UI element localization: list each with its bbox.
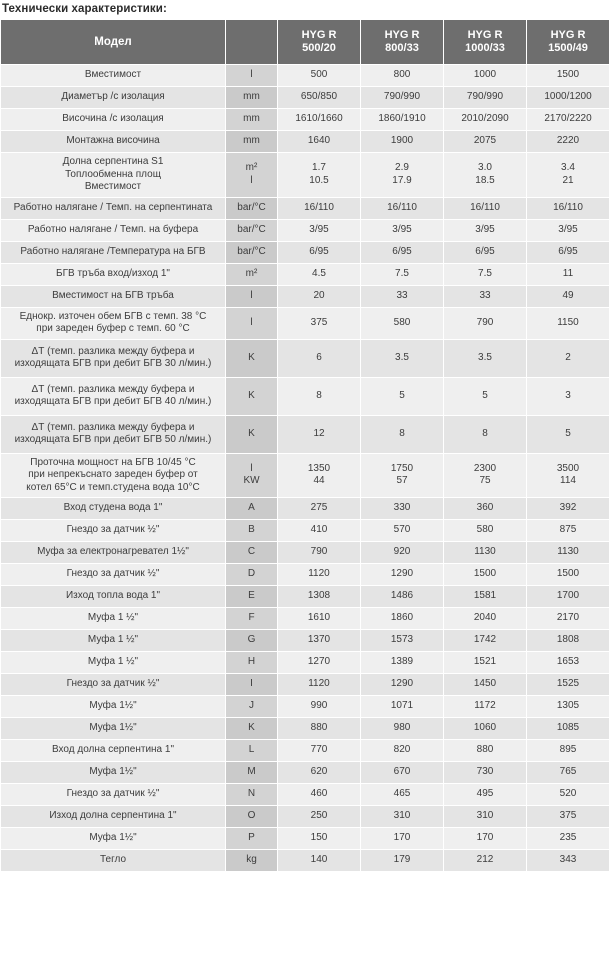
row-value-4: 2 [527,339,609,377]
row-value-4: 6/95 [527,241,609,263]
row-value-2: 1573 [361,630,444,652]
row-label: Вместимост на БГВ тръба [1,285,226,307]
table-row [1,850,609,872]
row-value-2: 800 [361,65,444,87]
row-value-4: 520 [527,784,609,806]
table-row [1,806,609,828]
row-value-4: 5 [527,415,609,453]
row-unit: l [226,285,278,307]
row-value-3: 2010/2090 [444,109,527,131]
table-row [1,674,609,696]
row-unit: mm [226,109,278,131]
table-row [1,564,609,586]
row-unit: K [226,415,278,453]
row-value-2: 920 [361,542,444,564]
table-row [1,630,609,652]
row-label: Височина /с изолация [1,109,226,131]
row-value-2: 1290 [361,564,444,586]
row-value-2: 670 [361,762,444,784]
row-value-1: 275 [278,498,361,520]
row-value-1: 410 [278,520,361,542]
row-value-1: 650/850 [278,87,361,109]
row-value-2: 8 [361,415,444,453]
table-row [1,65,609,87]
row-value-4: 2220 [527,131,609,153]
table-row [1,453,609,498]
row-value-1: 790 [278,542,361,564]
row-value-4: 1525 [527,674,609,696]
row-label: БГВ тръба вход/изход 1" [1,263,226,285]
row-value-4: 2170 [527,608,609,630]
row-value-1: 250 [278,806,361,828]
row-label: Изход топла вода 1" [1,586,226,608]
table-row [1,542,609,564]
row-value-4: 49 [527,285,609,307]
row-value-1: 20 [278,285,361,307]
row-unit: m² [226,263,278,285]
row-value-1: 1370 [278,630,361,652]
row-value-4: 3.4 21 [527,153,609,198]
row-value-4: 1500 [527,564,609,586]
row-value-4: 895 [527,740,609,762]
row-unit: bar/°C [226,197,278,219]
table-row [1,131,609,153]
row-unit: l KW [226,453,278,498]
row-value-4: 1653 [527,652,609,674]
row-value-1: 1308 [278,586,361,608]
row-value-1: 1350 44 [278,453,361,498]
row-unit: m² l [226,153,278,198]
row-value-2: 6/95 [361,241,444,263]
row-value-2: 580 [361,307,444,339]
row-unit: M [226,762,278,784]
table-row [1,241,609,263]
row-value-4: 1150 [527,307,609,339]
row-label: Изход долна серпентина 1" [1,806,226,828]
row-value-4: 1305 [527,696,609,718]
row-label: Муфа за електронагревател 1½" [1,542,226,564]
table-row [1,498,609,520]
row-value-4: 875 [527,520,609,542]
row-value-3: 730 [444,762,527,784]
row-unit: G [226,630,278,652]
row-label: Муфа 1½" [1,762,226,784]
row-value-2: 1486 [361,586,444,608]
row-value-4: 765 [527,762,609,784]
row-value-3: 790 [444,307,527,339]
table-header [1,20,609,65]
row-value-3: 1581 [444,586,527,608]
row-unit: J [226,696,278,718]
row-value-3: 170 [444,828,527,850]
row-value-4: 1500 [527,65,609,87]
row-value-2: 330 [361,498,444,520]
row-value-1: 1120 [278,674,361,696]
row-value-1: 620 [278,762,361,784]
row-value-1: 1610 [278,608,361,630]
row-value-2: 790/990 [361,87,444,109]
row-value-3: 1450 [444,674,527,696]
row-value-3: 1060 [444,718,527,740]
row-unit: K [226,339,278,377]
row-unit: C [226,542,278,564]
table-row [1,339,609,377]
row-value-4: 1085 [527,718,609,740]
row-value-4: 1808 [527,630,609,652]
row-label: Муфа 1 ½" [1,608,226,630]
table-row [1,87,609,109]
header-model-3: HYG R 1000/33 [444,20,527,65]
row-value-3: 2300 75 [444,453,527,498]
row-unit: F [226,608,278,630]
row-unit: O [226,806,278,828]
row-value-2: 3/95 [361,219,444,241]
row-value-2: 1290 [361,674,444,696]
row-value-1: 150 [278,828,361,850]
row-unit: L [226,740,278,762]
row-label: Гнездо за датчик ½" [1,520,226,542]
row-value-3: 1130 [444,542,527,564]
row-unit: N [226,784,278,806]
row-value-1: 1120 [278,564,361,586]
row-value-3: 1742 [444,630,527,652]
row-value-2: 16/110 [361,197,444,219]
row-label: Вместимост [1,65,226,87]
row-value-3: 1000 [444,65,527,87]
row-value-3: 6/95 [444,241,527,263]
row-value-1: 16/110 [278,197,361,219]
row-unit: I [226,674,278,696]
header-unit [226,20,278,65]
row-value-3: 580 [444,520,527,542]
row-label: Муфа 1 ½" [1,652,226,674]
table-row [1,696,609,718]
row-value-2: 170 [361,828,444,850]
table-header-row [1,20,609,65]
row-value-3: 212 [444,850,527,872]
row-value-1: 500 [278,65,361,87]
table-row [1,197,609,219]
row-value-2: 1900 [361,131,444,153]
row-value-3: 16/110 [444,197,527,219]
row-value-4: 3 [527,377,609,415]
row-unit: l [226,307,278,339]
row-value-2: 5 [361,377,444,415]
row-value-3: 1521 [444,652,527,674]
row-label: Работно налягане /Температура на БГВ [1,241,226,263]
row-value-2: 3.5 [361,339,444,377]
row-unit: K [226,718,278,740]
row-value-1: 6 [278,339,361,377]
row-unit: E [226,586,278,608]
row-value-4: 11 [527,263,609,285]
row-value-1: 990 [278,696,361,718]
row-unit: bar/°C [226,241,278,263]
row-label: Гнездо за датчик ½" [1,674,226,696]
row-unit: mm [226,87,278,109]
row-value-3: 33 [444,285,527,307]
row-value-4: 1000/1200 [527,87,609,109]
table-row [1,608,609,630]
row-value-3: 5 [444,377,527,415]
row-unit: bar/°C [226,219,278,241]
row-label: Вход долна серпентина 1" [1,740,226,762]
row-value-2: 1860 [361,608,444,630]
row-value-3: 360 [444,498,527,520]
row-value-4: 1700 [527,586,609,608]
row-label: Монтажна височина [1,131,226,153]
row-value-4: 235 [527,828,609,850]
row-value-4: 2170/2220 [527,109,609,131]
row-value-3: 495 [444,784,527,806]
row-value-1: 1610/1660 [278,109,361,131]
row-unit: K [226,377,278,415]
row-value-2: 1750 57 [361,453,444,498]
row-value-1: 460 [278,784,361,806]
row-unit: l [226,65,278,87]
row-value-1: 8 [278,377,361,415]
table-row [1,307,609,339]
row-value-2: 980 [361,718,444,740]
row-label: Проточна мощност на БГВ 10/45 °С при непрекъснато зареден буфер от котел 65°С и темп.студена вода 10°С [1,453,226,498]
row-value-1: 6/95 [278,241,361,263]
row-value-1: 770 [278,740,361,762]
table-row [1,153,609,198]
row-label: Долна серпентина S1 Топлообменна площ Вместимост [1,153,226,198]
specifications-table [0,19,609,872]
table-row [1,520,609,542]
row-label: Работно налягане / Темп. на серпентината [1,197,226,219]
row-value-3: 3.0 18.5 [444,153,527,198]
row-label: ΔТ (темп. разлика между буфера и изходящата БГВ при дебит БГВ 50 л/мин.) [1,415,226,453]
row-value-3: 880 [444,740,527,762]
row-unit: mm [226,131,278,153]
row-value-3: 3/95 [444,219,527,241]
row-value-4: 3500 114 [527,453,609,498]
row-value-2: 2.9 17.9 [361,153,444,198]
row-label: Вход студена вода 1" [1,498,226,520]
row-value-2: 570 [361,520,444,542]
row-value-4: 3/95 [527,219,609,241]
row-unit: D [226,564,278,586]
table-row [1,263,609,285]
table-row [1,285,609,307]
row-value-3: 2075 [444,131,527,153]
row-value-2: 465 [361,784,444,806]
table-body [1,65,609,872]
row-value-4: 392 [527,498,609,520]
header-model-1: HYG R 500/20 [278,20,361,65]
row-label: Муфа 1½" [1,696,226,718]
row-value-2: 310 [361,806,444,828]
table-row [1,784,609,806]
row-value-1: 12 [278,415,361,453]
header-model-2: HYG R 800/33 [361,20,444,65]
row-value-1: 1640 [278,131,361,153]
row-unit: B [226,520,278,542]
header-model-4: HYG R 1500/49 [527,20,609,65]
row-value-3: 3.5 [444,339,527,377]
row-label: ΔТ (темп. разлика между буфера и изходящата БГВ при дебит БГВ 30 л/мин.) [1,339,226,377]
header-model-label: Модел [1,20,226,65]
row-label: Диаметър /с изолация [1,87,226,109]
row-label: Муфа 1½" [1,718,226,740]
row-value-3: 1500 [444,564,527,586]
page-title: Технически характеристики: [2,3,167,15]
row-value-3: 310 [444,806,527,828]
row-value-2: 1860/1910 [361,109,444,131]
row-value-1: 880 [278,718,361,740]
table-row [1,718,609,740]
row-value-1: 375 [278,307,361,339]
row-label: Муфа 1 ½" [1,630,226,652]
row-value-3: 7.5 [444,263,527,285]
table-row [1,762,609,784]
table-row [1,740,609,762]
row-value-3: 2040 [444,608,527,630]
row-value-1: 3/95 [278,219,361,241]
row-label: Работно налягане / Темп. на буфера [1,219,226,241]
row-value-3: 1172 [444,696,527,718]
row-value-1: 1270 [278,652,361,674]
row-value-4: 16/110 [527,197,609,219]
row-value-3: 8 [444,415,527,453]
row-unit: A [226,498,278,520]
row-label: ΔТ (темп. разлика между буфера и изходящата БГВ при дебит БГВ 40 л/мин.) [1,377,226,415]
row-value-4: 1130 [527,542,609,564]
row-unit: kg [226,850,278,872]
row-value-4: 343 [527,850,609,872]
row-value-2: 7.5 [361,263,444,285]
table-row [1,415,609,453]
row-label: Гнездо за датчик ½" [1,784,226,806]
row-unit: H [226,652,278,674]
row-value-2: 1071 [361,696,444,718]
row-label: Еднокр. източен обем БГВ с темп. 38 °С при зареден буфер с темп. 60 °С [1,307,226,339]
table-row [1,377,609,415]
row-value-2: 1389 [361,652,444,674]
row-value-1: 1.7 10.5 [278,153,361,198]
row-label: Гнездо за датчик ½" [1,564,226,586]
row-value-1: 4.5 [278,263,361,285]
table-row [1,109,609,131]
table-row [1,652,609,674]
row-value-2: 33 [361,285,444,307]
row-value-4: 375 [527,806,609,828]
row-value-2: 179 [361,850,444,872]
row-label: Муфа 1½" [1,828,226,850]
row-value-2: 820 [361,740,444,762]
table-row [1,219,609,241]
table-row [1,586,609,608]
row-unit: P [226,828,278,850]
row-value-1: 140 [278,850,361,872]
row-label: Тегло [1,850,226,872]
table-row [1,828,609,850]
row-value-3: 790/990 [444,87,527,109]
